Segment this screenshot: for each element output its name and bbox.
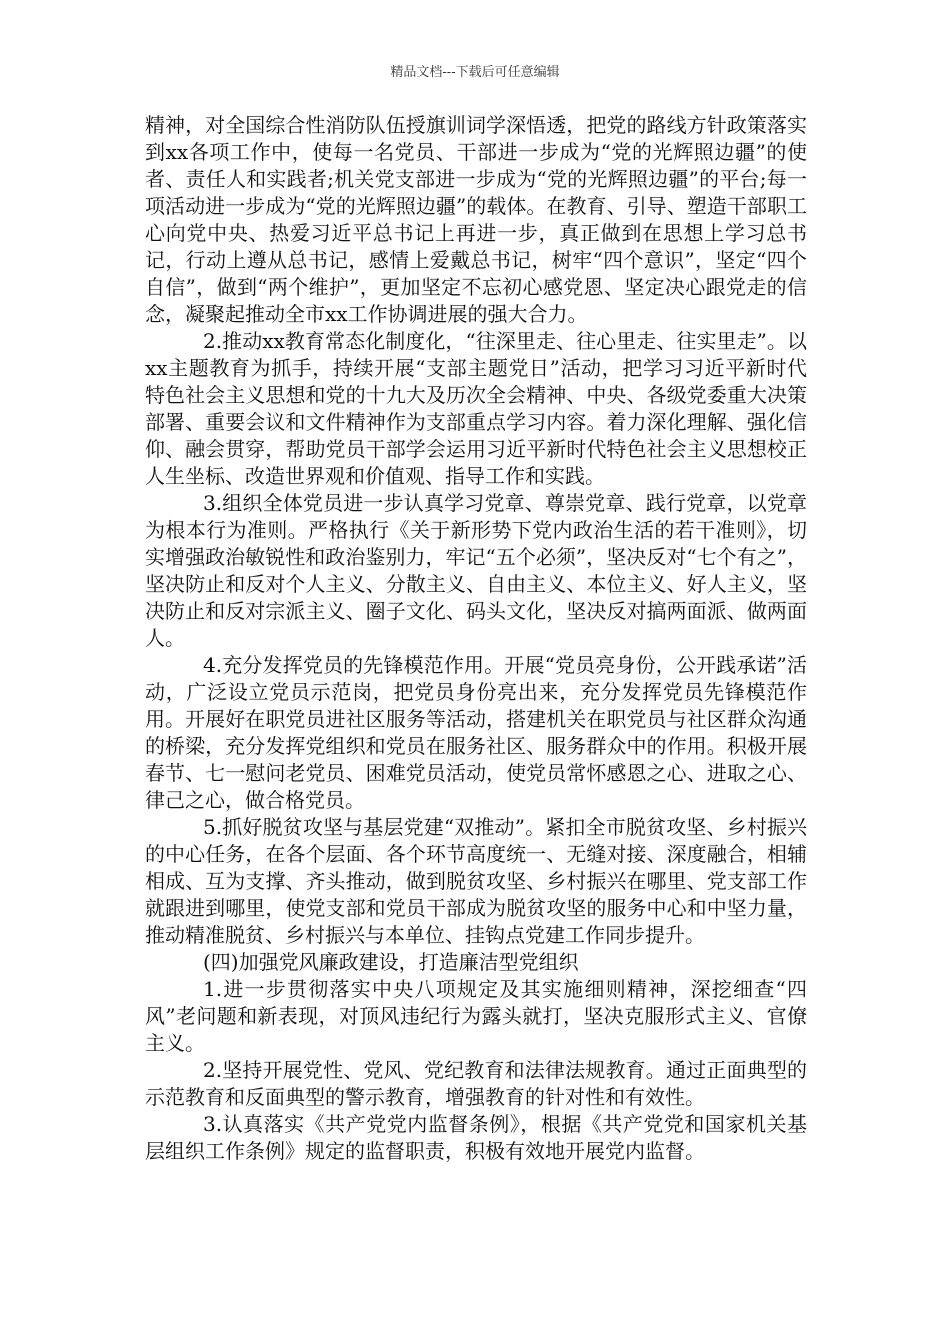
paragraph-8: 3.认真落实《共产党党内监督条例》，根据《共产党党和国家机关基层组织工作条例》规定的监督职责，积极有效地开展党内监督。 bbox=[145, 1112, 807, 1163]
document-body bbox=[145, 112, 807, 1165]
paragraph-3: 3.组织全体党员进一步认真学习党章、尊崇党章、践行党章，以党章为根本行为准则。严格执行《关于新形势下党内政治生活的若干准则》，切实增强政治敏锐性和政治鉴别力，牢记“五个必须”，坚决反对“七个有之”，坚决防止和反对个人主义、分散主义、自由主义、本位主义、好人主义，坚决防止和反对宗派主义、圈子文化、码头文化，坚决反对搞两面派、做两面人。 bbox=[145, 491, 807, 650]
section-heading-4: (四)加强党风廉政建设，打造廉洁型党组织 bbox=[203, 950, 579, 974]
paragraph-5: 5.抓好脱贫攻坚与基层党建“双推动”。紧扣全市脱贫攻坚、乡村振兴的中心任务，在各个层面、各个环节高度统一、无缝对接、深度融合，相辅相成、互为支撑、齐头推动，做到脱贫攻坚、乡村振兴在哪里、党支部工作就跟进到哪里，使党支部和党员干部成为脱贫攻坚的服务中心和中坚力量，推动精准脱贫、乡村振兴与本单位、挂钩点党建工作同步提升。 bbox=[145, 815, 807, 947]
paragraph-6: 1.进一步贯彻落实中央八项规定及其实施细则精神，深挖细查“四风”老问题和新表现，对顶风违纪行为露头就打，坚决克服形式主义、官僚主义。 bbox=[145, 977, 807, 1055]
page-header: 精品文档---下载后可任意编辑 bbox=[390, 65, 560, 80]
paragraph-7: 2.坚持开展党性、党风、党纪教育和法律法规教育。通过正面典型的示范教育和反面典型的警示教育，增强教育的针对性和有效性。 bbox=[145, 1058, 807, 1109]
paragraph-4: 4.充分发挥党员的先锋模范作用。开展“党员亮身份，公开践承诺”活动，广泛设立党员示范岗，把党员身份亮出来，充分发挥党员先锋模范作用。开展好在职党员进社区服务等活动，搭建机关在职党员与社区群众沟通的桥梁，充分发挥党组织和党员在服务社区、服务群众中的作用。积极开展春节、七一慰问老党员、困难党员活动，使党员常怀感恩之心、进取之心、律己之心，做合格党员。 bbox=[145, 653, 807, 812]
paragraph-1: 精神，对全国综合性消防队伍授旗训词学深悟透，把党的路线方针政策落实到xx各项工作中，使每一名党员、干部进一步成为“党的光辉照边疆”的使者、责任人和实践者;机关党支部进一步成为“党的光辉照边疆”的平台;每一项活动进一步成为“党的光辉照边疆”的载体。在教育、引导、塑造干部职工心向党中央、热爱习近平总书记上再进一步，真正做到在思想上学习总书记，行动上遵从总书记，感情上爱戴总书记，树牢“四个意识”，坚定“四个自信”，做到“两个维护”，更加坚定不忘初心感党恩、坚定决心跟党走的信念，凝聚起推动全市xx工作协调进展的强大合力。 bbox=[145, 113, 807, 326]
paragraph-2: 2.推动xx教育常态化制度化，“往深里走、往心里走、往实里走”。以xx主题教育为抓手，持续开展“支部主题党日”活动，把学习习近平新时代特色社会主义思想和党的十九大及历次全会精神、中央、各级党委重大决策部署、重要会议和文件精神作为支部重点学习内容。着力深化理解、强化信仰、融会贯穿，帮助党员干部学会运用习近平新时代特色社会主义思想校正人生坐标、改造世界观和价值观、指导工作和实践。 bbox=[145, 329, 807, 488]
